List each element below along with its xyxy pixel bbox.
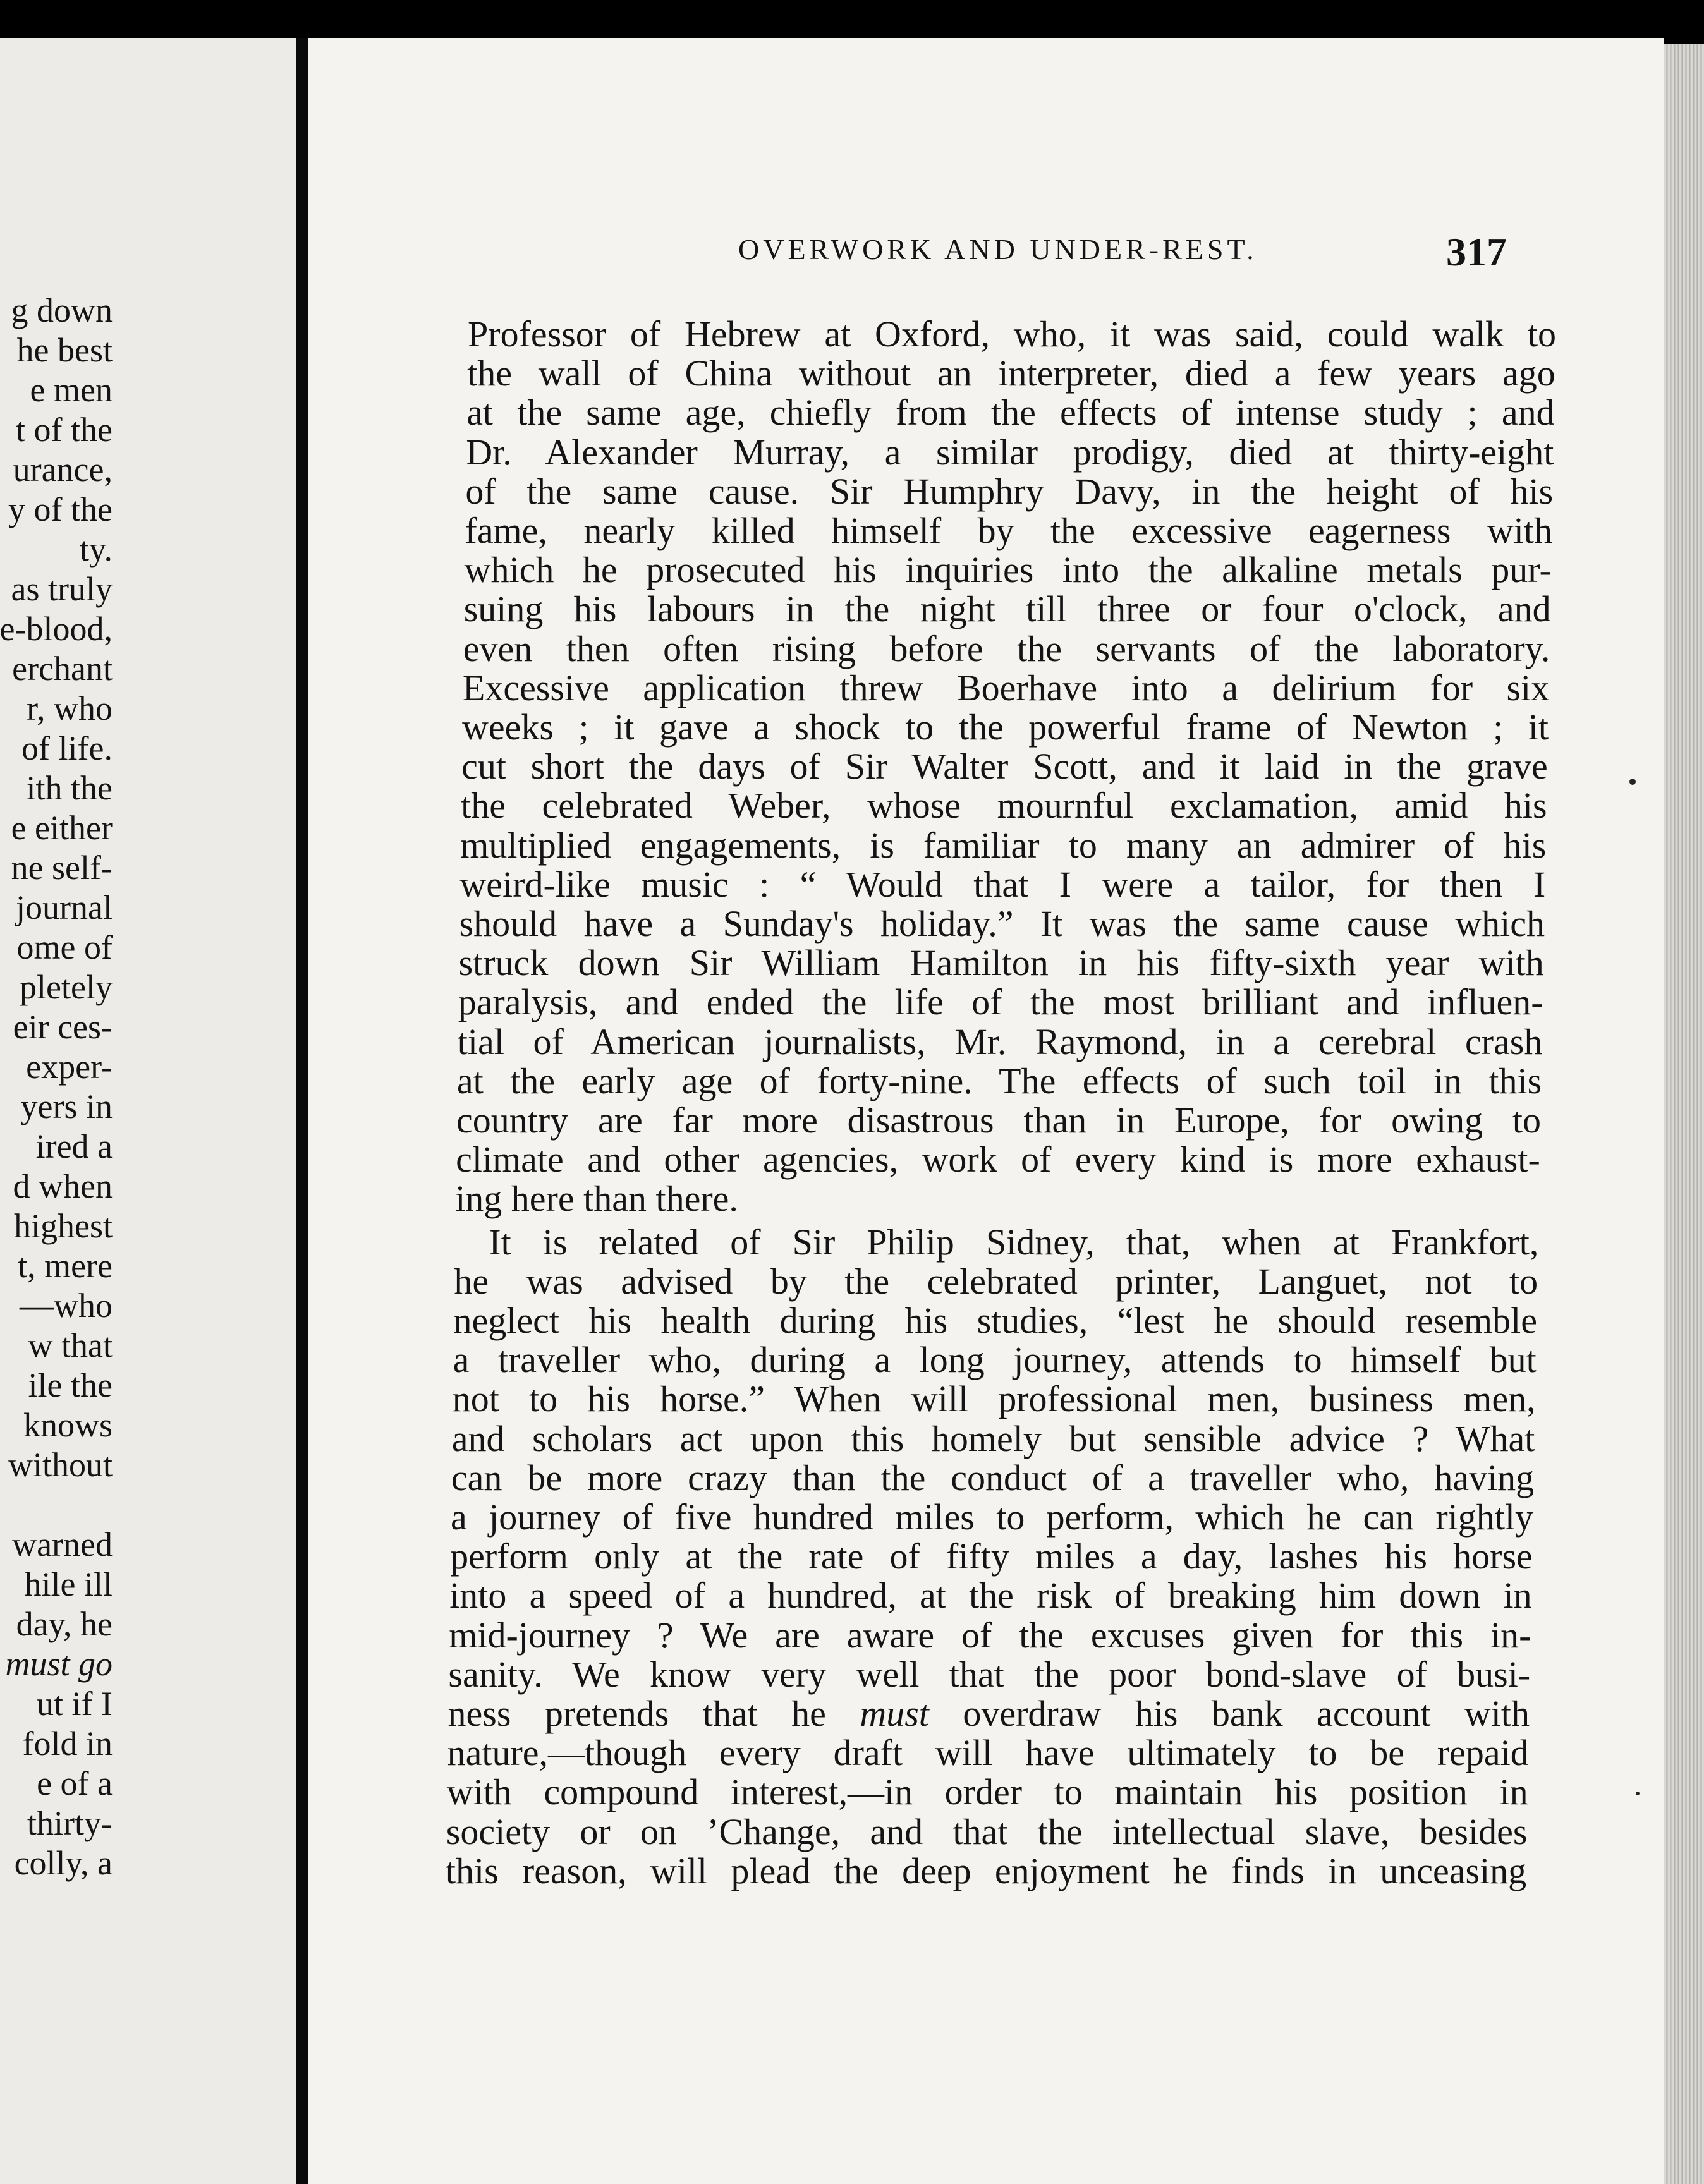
left-line: knows — [23, 1406, 113, 1444]
ink-speck — [1636, 1792, 1640, 1795]
text-line: the celebrated Weber, whose mournful exclamation, amid his — [461, 785, 1547, 827]
text-line: weird-like music : “ Would that I were a tailor, for then I — [459, 863, 1546, 905]
text-line: even then often rising before the servants of the laboratory. — [463, 628, 1550, 669]
left-line: ty. — [80, 530, 113, 568]
left-line: pletely — [20, 968, 113, 1006]
left-line: ile the — [28, 1366, 113, 1404]
left-line: e men — [30, 371, 113, 409]
left-line: without — [8, 1446, 113, 1484]
left-line: ut if I — [37, 1685, 113, 1723]
text-line: society or on ’Change, and that the intellectual slave, besides — [446, 1811, 1528, 1852]
text-line: nature,—though every draft will have ultimately to be repaid — [447, 1732, 1529, 1774]
running-title: OVERWORK AND UNDER-REST. — [738, 233, 1258, 265]
left-line: g down — [11, 291, 113, 329]
left-line: day, he — [16, 1605, 113, 1643]
text-line: and scholars act upon this homely but sensible advice ? What — [451, 1417, 1535, 1459]
scan-top-border — [0, 0, 1704, 38]
left-line: e of a — [37, 1764, 113, 1802]
text-line: sanity. We know very well that the poor bond-slave of busi- — [448, 1653, 1531, 1695]
left-line: ne self- — [11, 849, 113, 887]
left-line: e-blood, — [0, 610, 113, 648]
left-line: e either — [11, 809, 113, 847]
left-line: r, who — [27, 689, 113, 727]
text-line: should have a Sunday's holiday.” It was the same cause which — [459, 903, 1545, 944]
text-line: not to his horse.” When will professional men, business men, — [452, 1378, 1536, 1420]
left-line: y of the — [8, 490, 113, 528]
left-line: t, mere — [18, 1247, 113, 1285]
text-line: neglect his health during his studies, “lest he should resemble — [453, 1300, 1537, 1341]
left-line: w that — [28, 1326, 113, 1364]
text-line: can be more crazy than the conduct of a traveller who, having — [451, 1457, 1535, 1498]
text-line: he was advised by the celebrated printer, Languet, not to — [454, 1260, 1538, 1302]
left-line: t of the — [16, 411, 113, 449]
text-line: ing here than there. — [455, 1178, 738, 1220]
left-line: erchant — [12, 650, 113, 688]
left-line: hile ill — [24, 1565, 113, 1603]
left-line: fold in — [22, 1725, 113, 1762]
text-line: this reason, will plead the deep enjoyment he finds in unceasing — [445, 1850, 1527, 1891]
text-line: into a speed of a hundred, at the risk of breaking him down in — [449, 1575, 1532, 1617]
left-line: thirty- — [27, 1804, 113, 1842]
left-line: of life. — [21, 729, 113, 767]
facing-page-left — [0, 38, 296, 2184]
text-line: of the same cause. Sir Humphry Davy, in the height of his — [465, 470, 1554, 512]
text-line: with compound interest,—in order to maintain his position in — [446, 1771, 1528, 1813]
text-line: multiplied engagements, is familiar to many an admirer of his — [460, 824, 1547, 866]
left-line: eir ces- — [13, 1008, 113, 1046]
text-line: Excessive application threw Boerhave into a delirium for six — [462, 667, 1550, 708]
left-line: ith the — [26, 769, 113, 807]
text-line: climate and other agencies, work of every kind is more exhaust- — [456, 1139, 1540, 1180]
body-text — [308, 38, 1664, 2184]
text-line: Dr. Alexander Murray, a similar prodigy, died at thirty-eight — [466, 431, 1554, 473]
page-number: 317 — [1446, 229, 1507, 274]
text-line: a traveller who, during a long journey, attends to himself but — [453, 1339, 1537, 1381]
left-line: highest — [14, 1207, 113, 1245]
page-stack-edge — [1664, 44, 1704, 2184]
left-line: must go — [5, 1645, 113, 1683]
text-line: perform only at the rate of fifty miles a day, lashes his horse — [450, 1536, 1533, 1577]
text-line: which he prosecuted his inquiries into the alkaline metals pur- — [464, 549, 1552, 591]
left-line: yers in — [20, 1088, 113, 1125]
text-line: a journey of five hundred miles to perform, which he can rightly — [451, 1496, 1533, 1538]
text-line: the wall of China without an interpreter, died a few years ago — [467, 353, 1555, 394]
text-line: fame, nearly killed himself by the excessive eagerness with — [465, 510, 1552, 551]
left-line: colly, a — [14, 1844, 113, 1882]
text-line: suing his labours in the night till three or four o'clock, and — [463, 588, 1551, 630]
text-line: Professor of Hebrew at Oxford, who, it was said, could walk to — [468, 313, 1556, 355]
left-line: d when — [13, 1167, 113, 1205]
left-line: he best — [16, 331, 113, 369]
left-line: warned — [12, 1526, 113, 1563]
text-line: mid-journey ? We are aware of the excuses given for this in- — [449, 1614, 1531, 1656]
text-line: ness pretends that he must overdraw his bank account with — [447, 1693, 1530, 1734]
book-gutter — [296, 38, 308, 2184]
text-line: country are far more disastrous than in Europe, for owing to — [456, 1100, 1541, 1141]
left-line: journal — [16, 889, 113, 926]
text-line: paralysis, and ended the life of the most brilliant and influen- — [458, 981, 1543, 1023]
ink-speck — [1629, 779, 1636, 785]
left-line: urance, — [13, 451, 113, 488]
text-line: tial of American journalists, Mr. Raymond, in a cerebral crash — [457, 1021, 1543, 1062]
book-page — [308, 38, 1664, 2184]
left-line: ome of — [16, 928, 113, 966]
left-line: —who — [20, 1287, 113, 1325]
text-line: struck down Sir William Hamilton in his fifty-sixth year with — [458, 942, 1544, 984]
text-line: at the early age of forty-nine. The effects of such toil in this — [456, 1060, 1542, 1101]
text-line: cut short the days of Sir Walter Scott, and it laid in the grave — [461, 746, 1548, 787]
left-line: ired a — [35, 1127, 113, 1165]
text-line: at the same age, chiefly from the effects of intense study ; and — [466, 392, 1555, 434]
text-line: It is related of Sir Philip Sidney, that, when at Frankfort, — [489, 1221, 1539, 1263]
left-line: as truly — [11, 570, 113, 608]
text-line: weeks ; it gave a shock to the powerful frame of Newton ; it — [462, 707, 1549, 748]
left-line: exper- — [26, 1048, 113, 1086]
